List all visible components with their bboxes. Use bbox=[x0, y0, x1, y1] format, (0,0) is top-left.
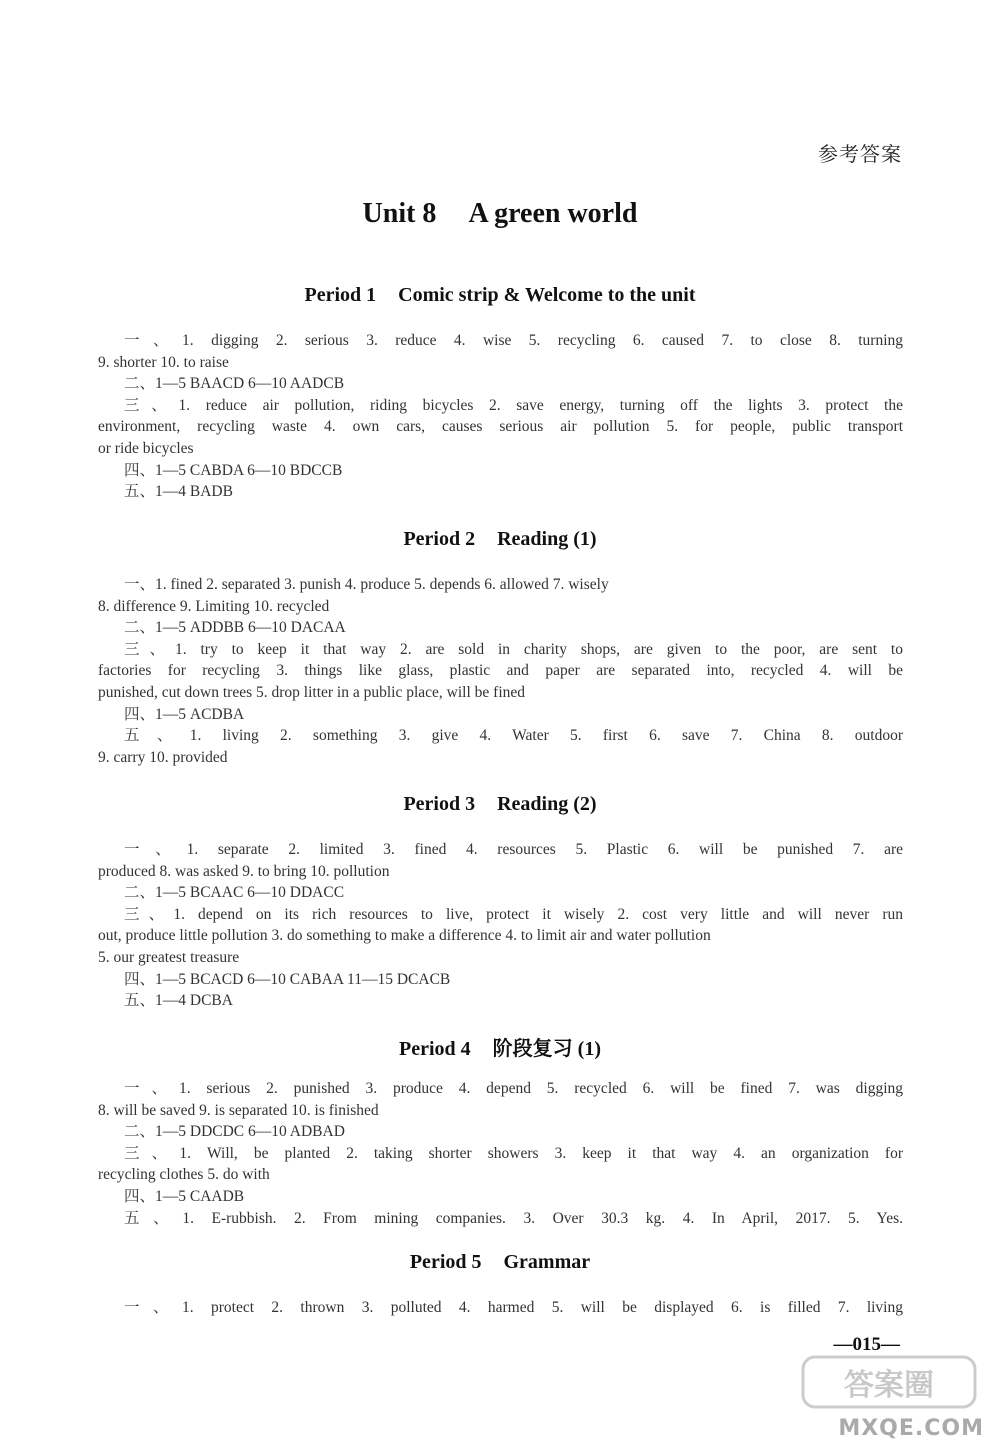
period-number: Period 5 bbox=[409, 1251, 482, 1273]
page-number: —015— bbox=[833, 1334, 900, 1355]
answer-line: 8. difference 9. Limiting 10. recycled bbox=[98, 597, 330, 615]
answer-line: 三、1. try to keep it that way 2. are sold in charity shops, are given to the poor, are sent to bbox=[124, 640, 903, 658]
period-1-answers bbox=[98, 330, 903, 503]
period-name: 阶段复习 (1) bbox=[492, 1038, 601, 1060]
answer-line: 一、1. digging 2. serious 3. reduce 4. wise 5. recycling 6. caused 7. to close 8. turning bbox=[124, 332, 903, 349]
answer-line: 三、1. reduce air pollution, riding bicycles 2. save energy, turning off the lights 3. protect the bbox=[124, 396, 903, 414]
answer-line: 四、1—5 CABDA 6—10 BDCCB bbox=[124, 461, 343, 479]
unit-number: Unit 8 bbox=[362, 198, 437, 229]
answer-line: 五、1—4 DCBA bbox=[124, 992, 233, 1010]
answer-key-label: 参考答案 bbox=[818, 142, 902, 166]
answer-line: 五、1. E-rubbish. 2. From mining companies. 3. Over 30.3 kg. 4. In April, 2017. 5. Yes. bbox=[124, 1209, 903, 1227]
answer-line: 五、1. living 2. something 3. give 4. Water 5. first 6. save 7. China 8. outdoor bbox=[124, 727, 903, 745]
answer-line: 二、1—5 DDCDC 6—10 ADBAD bbox=[124, 1123, 345, 1141]
period-3-title bbox=[0, 793, 1000, 816]
period-number: Period 2 bbox=[403, 528, 476, 550]
watermark-url: MXQE.COM bbox=[838, 1416, 984, 1441]
answer-line: recycling clothes 5. do with bbox=[98, 1166, 270, 1184]
answer-line: 9. shorter 10. to raise bbox=[98, 353, 229, 371]
answer-line: environment, recycling waste 4. own cars, causes serious air pollution 5. for people, public transport bbox=[98, 418, 903, 436]
answer-line: 一、1. fined 2. separated 3. punish 4. produce 5. depends 6. allowed 7. wisely bbox=[124, 576, 609, 593]
answer-line: 三、1. depend on its rich resources to live, protect it wisely 2. cost very little and will never run bbox=[124, 905, 903, 923]
answer-line: 二、1—5 BAACD 6—10 AADCB bbox=[124, 375, 345, 393]
answer-line: 5. our greatest treasure bbox=[98, 948, 240, 966]
answer-line: 二、1—5 ADDBB 6—10 DACAA bbox=[124, 619, 346, 637]
answer-line: 三、1. Will, be planted 2. taking shorter showers 3. keep it that way 4. an organization for bbox=[124, 1144, 903, 1162]
period-name: Reading (2) bbox=[497, 793, 597, 815]
period-5-title bbox=[0, 1251, 1000, 1274]
unit-name: A green world bbox=[468, 198, 638, 229]
period-1-title bbox=[0, 284, 1000, 307]
period-4-title bbox=[0, 1032, 1000, 1061]
period-name: Grammar bbox=[503, 1251, 591, 1273]
period-number: Period 1 bbox=[304, 284, 377, 306]
answer-line: 8. will be saved 9. is separated 10. is finished bbox=[98, 1101, 379, 1119]
answer-line: 9. carry 10. provided bbox=[98, 748, 228, 766]
watermark-logo-text: 答案圈 bbox=[844, 1368, 934, 1403]
period-4-answers bbox=[98, 1078, 903, 1229]
period-5-answers bbox=[98, 1297, 903, 1319]
answer-line: 五、1—4 BADB bbox=[124, 483, 233, 501]
answer-line: or ride bicycles bbox=[98, 439, 194, 457]
answer-line: 四、1—5 BCACD 6—10 CABAA 11—15 DCACB bbox=[124, 970, 451, 988]
period-2-answers bbox=[98, 574, 903, 768]
period-number: Period 4 bbox=[399, 1038, 471, 1060]
period-3-answers bbox=[98, 839, 903, 1012]
answer-line: punished, cut down trees 5. drop litter in a public place, will be fined bbox=[98, 683, 525, 701]
unit-title bbox=[0, 198, 1000, 230]
period-name: Comic strip & Welcome to the unit bbox=[398, 284, 696, 306]
answer-line: 一、1. protect 2. thrown 3. polluted 4. harmed 5. will be displayed 6. is filled 7. living bbox=[124, 1299, 903, 1316]
answer-line: 四、1—5 CAADB bbox=[124, 1187, 245, 1205]
answer-line: 一、1. separate 2. limited 3. fined 4. resources 5. Plastic 6. will be punished 7. are bbox=[124, 841, 903, 858]
answer-line: 一、1. serious 2. punished 3. produce 4. depend 5. recycled 6. will be fined 7. was digging bbox=[124, 1080, 903, 1097]
answer-line: produced 8. was asked 9. to bring 10. pollution bbox=[98, 862, 390, 880]
answer-line: out, produce little pollution 3. do something to make a difference 4. to limit air and water pollution bbox=[98, 927, 711, 945]
period-2-title bbox=[0, 528, 1000, 551]
answer-line: 二、1—5 BCAAC 6—10 DDACC bbox=[124, 884, 345, 902]
period-number: Period 3 bbox=[403, 793, 476, 815]
answer-line: 四、1—5 ACDBA bbox=[124, 705, 245, 723]
answer-line: factories for recycling 3. things like glass, plastic and paper are separated into, recycled 4. will be bbox=[98, 662, 903, 680]
period-name: Reading (1) bbox=[497, 528, 597, 550]
